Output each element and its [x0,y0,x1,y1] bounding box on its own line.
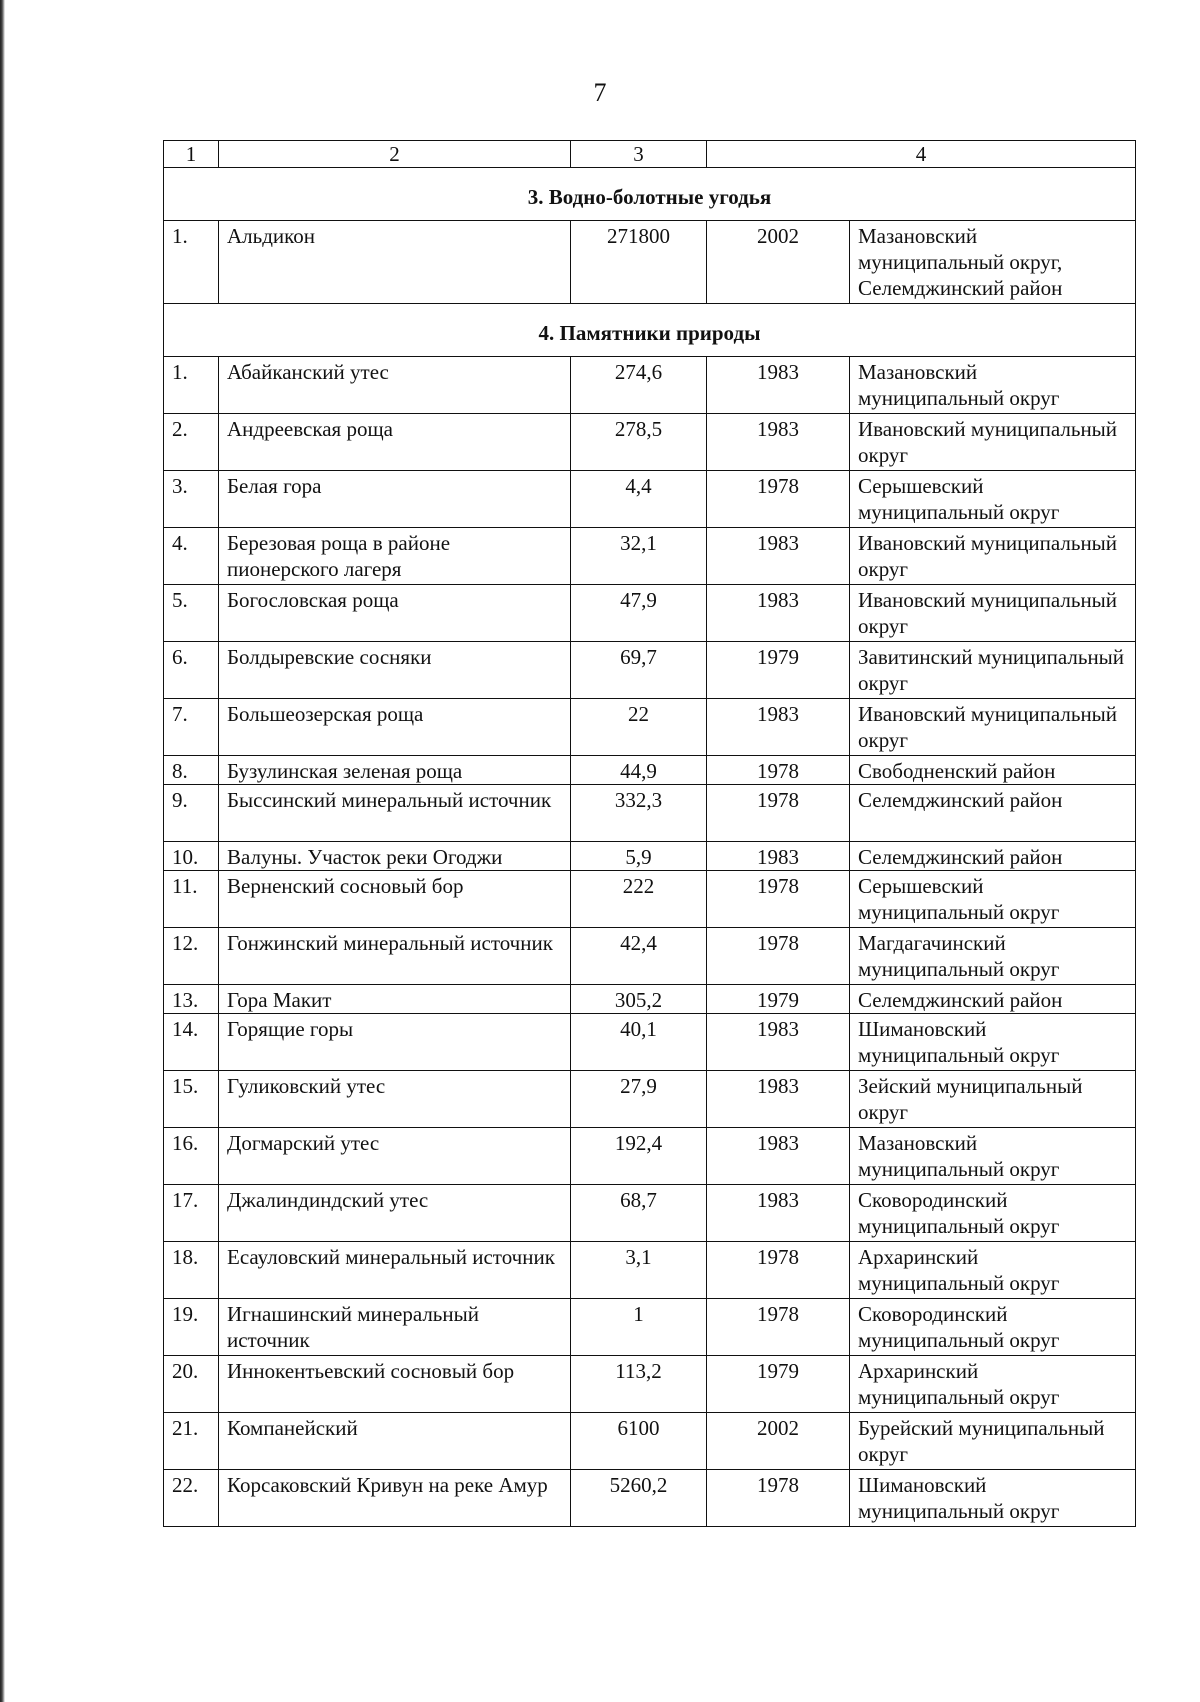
location-cell: Селемджинский район [850,985,1136,1014]
year-cell: 1978 [707,1299,850,1356]
year-cell: 1978 [707,1242,850,1299]
location-cell: Серышевский муниципальный округ [850,871,1136,928]
row-number-cell: 17. [164,1185,219,1242]
object-name-cell: Валуны. Участок реки Огоджи [219,842,571,871]
year-cell: 1978 [707,928,850,985]
scan-edge [0,0,5,1702]
year-cell: 1979 [707,642,850,699]
year-cell: 1978 [707,871,850,928]
object-name-cell: Абайканский утес [219,357,571,414]
row-number-cell: 7. [164,699,219,756]
location-cell: Селемджинский район [850,785,1136,842]
column-number: 1 [164,141,219,168]
year-cell: 1979 [707,1356,850,1413]
column-number: 4 [707,141,1136,168]
year-cell: 1983 [707,1185,850,1242]
row-number-cell: 3. [164,471,219,528]
table-row [164,528,1136,585]
object-name-cell: Березовая роща в районе пионерского лагеря [219,528,571,585]
object-name-cell: Есауловский минеральный источник [219,1242,571,1299]
object-name-cell: Гуликовский утес [219,1071,571,1128]
row-number-cell: 19. [164,1299,219,1356]
object-name-cell: Гонжинский минеральный источник [219,928,571,985]
table-row [164,1128,1136,1185]
location-cell: Ивановский муниципальный округ [850,585,1136,642]
year-cell: 1983 [707,585,850,642]
table-row [164,985,1136,1014]
area-cell: 4,4 [571,471,707,528]
section-header-row [164,304,1136,357]
row-number-cell: 2. [164,414,219,471]
table-row [164,1413,1136,1470]
area-cell: 305,2 [571,985,707,1014]
object-name-cell: Бузулинская зеленая роща [219,756,571,785]
table-row [164,642,1136,699]
year-cell: 1979 [707,985,850,1014]
row-number-cell: 21. [164,1413,219,1470]
year-cell: 1983 [707,414,850,471]
object-name-cell: Джалиндиндский утес [219,1185,571,1242]
area-cell: 274,6 [571,357,707,414]
object-name-cell: Андреевская роща [219,414,571,471]
row-number-cell: 12. [164,928,219,985]
table-row [164,414,1136,471]
year-cell: 1978 [707,1470,850,1527]
location-cell: Зейский муниципальный округ [850,1071,1136,1128]
row-number-cell: 18. [164,1242,219,1299]
area-cell: 113,2 [571,1356,707,1413]
column-number: 3 [571,141,707,168]
table-row [164,785,1136,842]
year-cell: 2002 [707,221,850,304]
row-number-cell: 22. [164,1470,219,1527]
area-cell: 1 [571,1299,707,1356]
location-cell: Завитинский муниципальный округ [850,642,1136,699]
object-name-cell: Гора Макит [219,985,571,1014]
location-cell: Ивановский муниципальный округ [850,699,1136,756]
area-cell: 22 [571,699,707,756]
section-title: 3. Водно-болотные угодья [164,168,1136,221]
year-cell: 1978 [707,785,850,842]
table-row [164,1299,1136,1356]
area-cell: 69,7 [571,642,707,699]
area-cell: 44,9 [571,756,707,785]
table-row [164,1470,1136,1527]
area-cell: 3,1 [571,1242,707,1299]
location-cell: Мазановский муниципальный округ, Селемджинский район [850,221,1136,304]
area-cell: 27,9 [571,1071,707,1128]
year-cell: 1983 [707,357,850,414]
row-number-cell: 5. [164,585,219,642]
year-cell: 1983 [707,1071,850,1128]
object-name-cell: Белая гора [219,471,571,528]
row-number-cell: 6. [164,642,219,699]
year-cell: 1983 [707,528,850,585]
year-cell: 1983 [707,842,850,871]
row-number-cell: 8. [164,756,219,785]
area-cell: 42,4 [571,928,707,985]
location-cell: Мазановский муниципальный округ [850,357,1136,414]
object-name-cell: Догмарский утес [219,1128,571,1185]
location-cell: Селемджинский район [850,842,1136,871]
area-cell: 332,3 [571,785,707,842]
object-name-cell: Альдикон [219,221,571,304]
section-header-row [164,168,1136,221]
table-row [164,1356,1136,1413]
year-cell: 2002 [707,1413,850,1470]
location-cell: Архаринский муниципальный округ [850,1242,1136,1299]
location-cell: Магдагачинский муниципальный округ [850,928,1136,985]
location-cell: Сковородинский муниципальный округ [850,1299,1136,1356]
row-number-cell: 9. [164,785,219,842]
location-cell: Сковородинский муниципальный округ [850,1185,1136,1242]
table-row [164,221,1136,304]
area-cell: 222 [571,871,707,928]
table-row [164,699,1136,756]
location-cell: Ивановский муниципальный округ [850,528,1136,585]
year-cell: 1978 [707,756,850,785]
table-row [164,871,1136,928]
table-row [164,1242,1136,1299]
row-number-cell: 13. [164,985,219,1014]
table-row [164,756,1136,785]
area-cell: 271800 [571,221,707,304]
area-cell: 192,4 [571,1128,707,1185]
object-name-cell: Корсаковский Кривун на реке Амур [219,1470,571,1527]
object-name-cell: Игнашинский минеральный источник [219,1299,571,1356]
area-cell: 5260,2 [571,1470,707,1527]
object-name-cell: Богословская роща [219,585,571,642]
location-cell: Бурейский муниципальный округ [850,1413,1136,1470]
protected-areas-table [163,140,1136,1527]
row-number-cell: 1. [164,221,219,304]
area-cell: 32,1 [571,528,707,585]
table-row [164,471,1136,528]
object-name-cell: Горящие горы [219,1014,571,1071]
row-number-cell: 1. [164,357,219,414]
page-number: 7 [593,78,607,107]
column-number-row [164,141,1136,168]
table-row [164,842,1136,871]
row-number-cell: 15. [164,1071,219,1128]
row-number-cell: 11. [164,871,219,928]
year-cell: 1983 [707,699,850,756]
table-row [164,585,1136,642]
column-number: 2 [219,141,571,168]
object-name-cell: Компанейский [219,1413,571,1470]
area-cell: 278,5 [571,414,707,471]
location-cell: Шимановский муниципальный округ [850,1014,1136,1071]
area-cell: 6100 [571,1413,707,1470]
table-row [164,357,1136,414]
area-cell: 68,7 [571,1185,707,1242]
row-number-cell: 16. [164,1128,219,1185]
location-cell: Шимановский муниципальный округ [850,1470,1136,1527]
row-number-cell: 10. [164,842,219,871]
table-row [164,1014,1136,1071]
section-title: 4. Памятники природы [164,304,1136,357]
row-number-cell: 14. [164,1014,219,1071]
area-cell: 47,9 [571,585,707,642]
location-cell: Ивановский муниципальный округ [850,414,1136,471]
area-cell: 40,1 [571,1014,707,1071]
year-cell: 1983 [707,1014,850,1071]
table-row [164,1185,1136,1242]
location-cell: Архаринский муниципальный округ [850,1356,1136,1413]
location-cell: Мазановский муниципальный округ [850,1128,1136,1185]
row-number-cell: 4. [164,528,219,585]
object-name-cell: Болдыревские сосняки [219,642,571,699]
year-cell: 1983 [707,1128,850,1185]
object-name-cell: Быссинский минеральный источник [219,785,571,842]
area-cell: 5,9 [571,842,707,871]
location-cell: Свободненский район [850,756,1136,785]
year-cell: 1978 [707,471,850,528]
object-name-cell: Иннокентьевский сосновый бор [219,1356,571,1413]
object-name-cell: Большеозерская роща [219,699,571,756]
table-row [164,1071,1136,1128]
object-name-cell: Верненский сосновый бор [219,871,571,928]
row-number-cell: 20. [164,1356,219,1413]
location-cell: Серышевский муниципальный округ [850,471,1136,528]
table-row [164,928,1136,985]
